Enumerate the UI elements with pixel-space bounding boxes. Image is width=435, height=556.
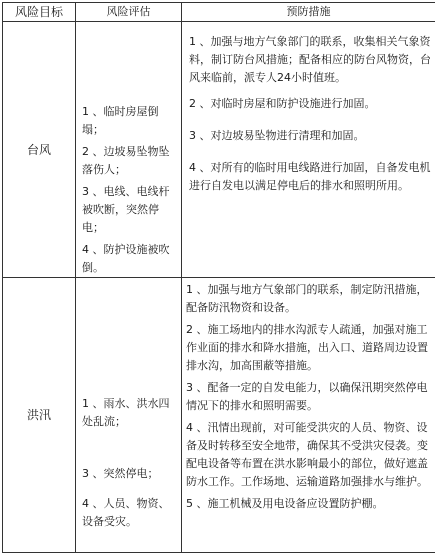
table-header-row [3,3,435,22]
measure-item: 4 、对所有的临时用电线路进行加固，自备发电机进行自发电以满足停电后的排水和照明所用。 [189,161,431,192]
risk-target-cell: 台风 [3,22,76,278]
table-row [3,278,435,553]
measure-item: 5 、施工机械及用电设备应设置防护棚。 [186,497,384,510]
assessment-item: 3 、突然停电； [82,467,159,480]
measure-item: 2 、施工场地内的排水沟派专人疏通，加强对施工作业面的排水和降水措施，出入口、道路周边设置排水沟，加高围蔽等措施。 [186,323,428,372]
measure-item: 1 、加强与地方气象部门的联系，制定防汛措施，配备防汛物资和设备。 [186,283,428,314]
risk-table-document [2,2,432,553]
assessment-item: 2 、边坡易坠物坠落伤人； [82,145,170,176]
assessment-item: 1 、雨水、洪水四处乱流； [82,397,170,428]
assessment-item: 1 、临时房屋倒塌； [82,105,159,136]
risk-target-cell: 洪汛 [3,278,76,553]
risk-assessment-cell [76,278,182,553]
preventive-measures-cell [182,22,435,278]
measure-item: 4 、汛情出现前，对可能受洪灾的人员、物资、设备及时转移至安全地带，确保其不受洪灾侵袭。变配电设备等布置在洪水影响最小的部位，做好遮盖防水工作。工作场地、运输道路加强排水与维护。 [186,421,428,488]
measure-item: 2 、对临时房屋和防护设施进行加固。 [189,97,376,110]
risk-table [2,2,435,553]
header-risk-assessment: 风险评估 [76,3,182,22]
assessment-item: 4 、防护设施被吹倒。 [82,243,170,274]
header-risk-target: 风险目标 [3,3,76,22]
preventive-measures-cell [182,278,435,553]
assessment-item: 4 、人员、物资、设备受灾。 [82,497,170,528]
header-preventive-measures: 预防措施 [182,3,435,22]
risk-assessment-cell [76,22,182,278]
table-row [3,22,435,278]
assessment-item: 3 、电线、电线杆被吹断，突然停电； [82,185,170,234]
measure-item: 3 、配备一定的自发电能力，以确保汛期突然停电情况下的排水和照明需要。 [186,381,428,412]
measure-item: 3 、对边坡易坠物进行清理和加固。 [189,129,365,142]
measure-item: 1 、加强与地方气象部门的联系，收集相关气象资料，制订防台风措施；配备相应的防台风物资，台风来临前，派专人24小时值班。 [189,35,431,84]
